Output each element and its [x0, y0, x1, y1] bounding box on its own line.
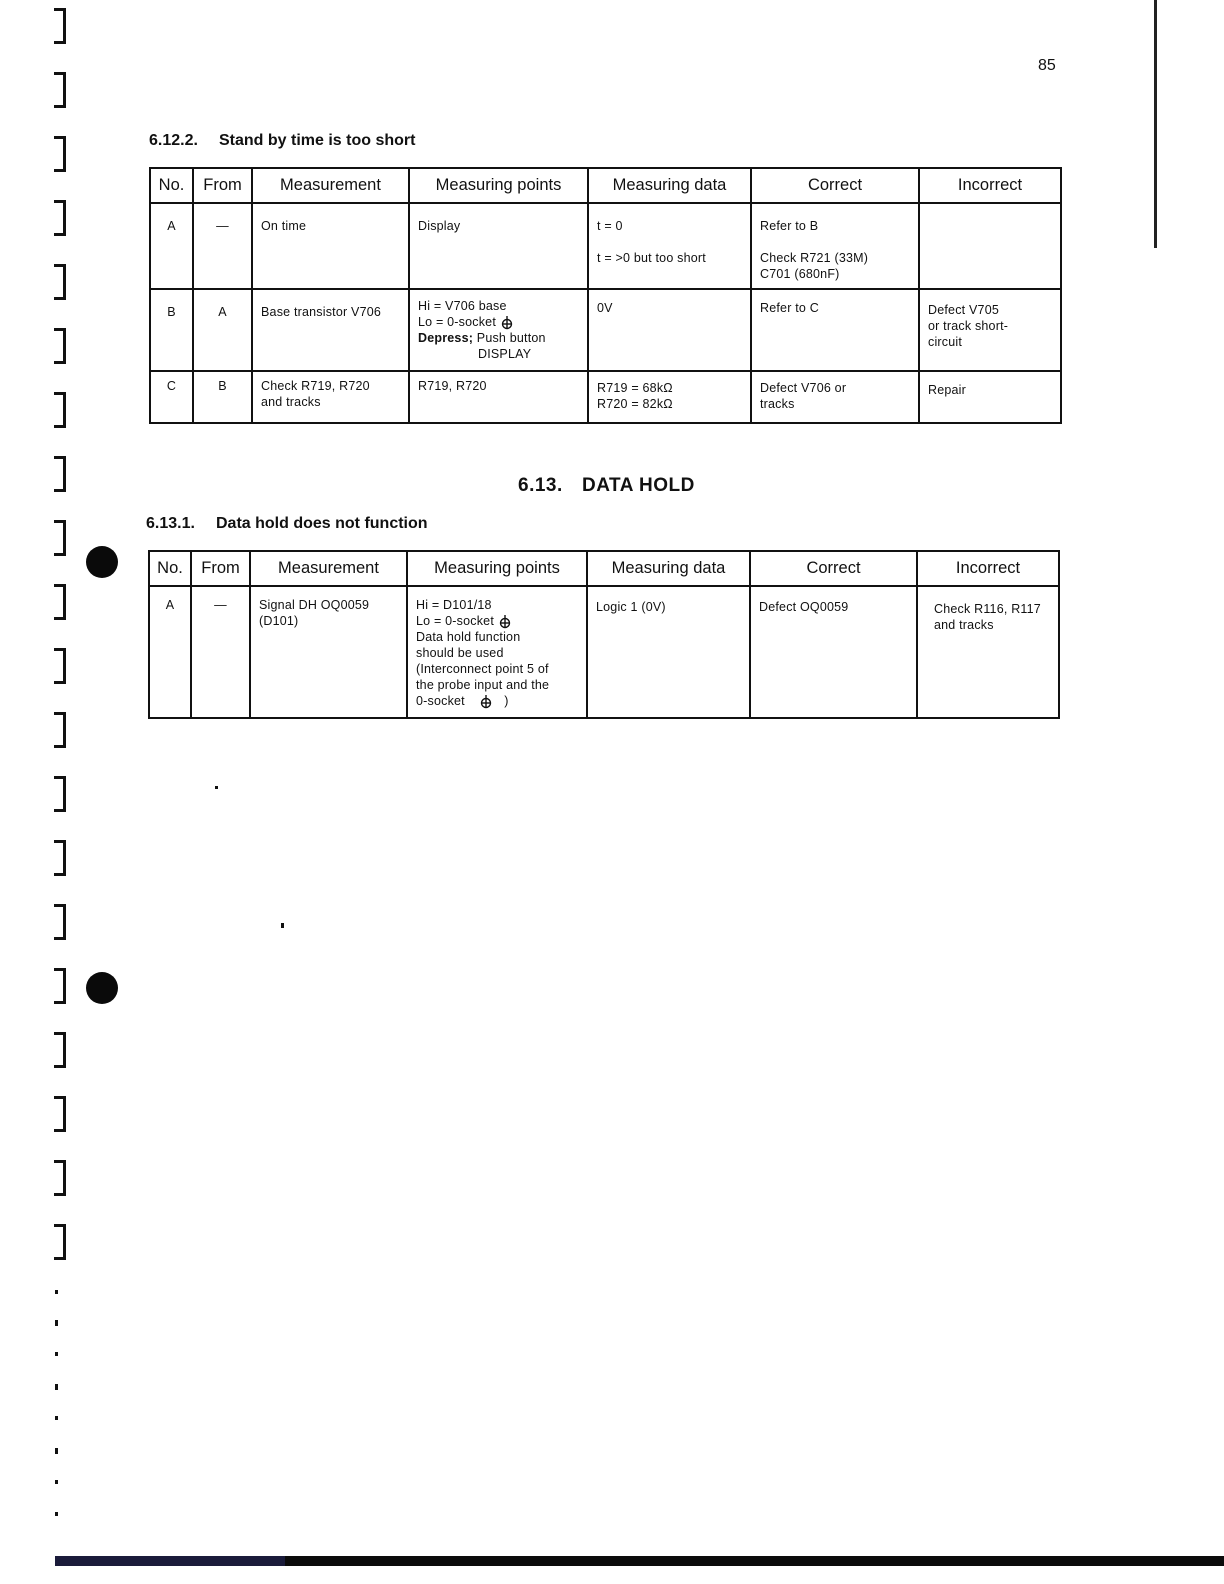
cell-correct: Refer to B Check R721 (33M) C701 (680nF)	[751, 203, 919, 289]
column-header-measuring-points: Measuring points	[409, 168, 588, 203]
points-data-hold-note: Data hold function should be used (Interconnect point 5 of the probe input and the	[416, 630, 550, 692]
binding-dot	[55, 1320, 58, 1326]
cell-from: A	[193, 289, 252, 371]
points-push-button: Push button	[473, 331, 546, 345]
cell-measurement: Base transistor V706	[252, 289, 409, 371]
punch-hole	[86, 972, 118, 1004]
cell-measuring-data: R719 = 68kΩ R720 = 82kΩ	[588, 371, 751, 423]
points-zero-socket-text: 0-socket	[416, 694, 465, 708]
cell-from: —	[191, 586, 250, 718]
cell-correct: Defect V706 or tracks	[751, 371, 919, 423]
binding-dot	[55, 1448, 58, 1454]
points-zero-socket	[416, 693, 578, 709]
binding-mark	[54, 456, 66, 492]
binding-mark	[54, 840, 66, 876]
binding-dot	[55, 1352, 58, 1356]
binding-dot	[55, 1384, 58, 1390]
points-hi: Hi = D101/18	[416, 598, 492, 612]
ground-socket-icon	[479, 695, 493, 709]
points-depress	[418, 330, 579, 346]
binding-mark	[54, 328, 66, 364]
column-header-from: From	[193, 168, 252, 203]
cell-measuring-points	[409, 289, 588, 371]
cell-measurement: Signal DH OQ0059 (D101)	[250, 586, 407, 718]
binding-mark	[54, 136, 66, 172]
cell-from: —	[193, 203, 252, 289]
section-number: 6.13.	[518, 475, 563, 496]
cell-measuring-data: Logic 1 (0V)	[587, 586, 750, 718]
column-header-from: From	[191, 551, 250, 586]
troubleshoot-table-data-hold	[148, 550, 1060, 719]
cell-measuring-data: t = 0 t = >0 but too short	[588, 203, 751, 289]
cell-measuring-data: 0V	[588, 289, 751, 371]
cell-no: C	[150, 371, 193, 423]
binding-dot	[55, 1480, 58, 1484]
speck	[281, 923, 284, 928]
cell-correct: Refer to C	[751, 289, 919, 371]
table-row	[150, 289, 1061, 371]
points-lo	[418, 314, 579, 330]
binding-mark	[54, 392, 66, 428]
cell-measuring-points: Display	[409, 203, 588, 289]
points-lo	[416, 613, 578, 629]
binding-mark	[54, 72, 66, 108]
column-header-no: No.	[150, 168, 193, 203]
binding-mark	[54, 648, 66, 684]
table-header-row	[149, 551, 1059, 586]
punch-hole	[86, 546, 118, 578]
table-row	[150, 203, 1061, 289]
section-number: 6.13.1.	[146, 515, 195, 532]
binding-mark	[54, 904, 66, 940]
column-header-measuring-points: Measuring points	[407, 551, 587, 586]
troubleshoot-table-standby	[149, 167, 1062, 424]
column-header-measurement: Measurement	[250, 551, 407, 586]
cell-incorrect: Repair	[919, 371, 1061, 423]
cell-incorrect	[919, 203, 1061, 289]
table-header-row	[150, 168, 1061, 203]
binding-mark	[54, 200, 66, 236]
cell-measuring-points	[407, 586, 587, 718]
cell-correct: Defect OQ0059	[750, 586, 917, 718]
binding-mark	[54, 8, 66, 44]
section-title: Data hold does not function	[216, 515, 428, 532]
table-row	[149, 586, 1059, 718]
points-depress-label: Depress;	[418, 331, 474, 345]
cell-no: A	[149, 586, 191, 718]
cell-no: B	[150, 289, 193, 371]
binding-mark	[54, 264, 66, 300]
binding-mark	[54, 520, 66, 556]
cell-incorrect: Defect V705 or track short- circuit	[919, 289, 1061, 371]
section-title: DATA HOLD	[582, 475, 695, 496]
speck	[215, 786, 218, 789]
cell-measuring-points: R719, R720	[409, 371, 588, 423]
points-close-paren: )	[504, 694, 509, 708]
cell-measurement: On time	[252, 203, 409, 289]
points-hi: Hi = V706 base	[418, 299, 507, 313]
page-number: 85	[1038, 57, 1056, 74]
column-header-correct: Correct	[750, 551, 917, 586]
bottom-edge-bar	[55, 1556, 1224, 1566]
points-lo-text: Lo = 0-socket	[418, 315, 496, 329]
binding-dot	[55, 1290, 58, 1294]
points-display: DISPLAY	[478, 347, 532, 361]
cell-measurement: Check R719, R720 and tracks	[252, 371, 409, 423]
binding-dot	[55, 1512, 58, 1516]
section-heading-6-12-2	[149, 132, 415, 150]
section-title: Stand by time is too short	[219, 132, 416, 149]
column-header-incorrect: Incorrect	[919, 168, 1061, 203]
column-header-no: No.	[149, 551, 191, 586]
binding-mark	[54, 1096, 66, 1132]
binding-dot	[55, 1416, 58, 1420]
binding-mark	[54, 1160, 66, 1196]
cell-from: B	[193, 371, 252, 423]
section-heading-6-13-1	[146, 515, 428, 533]
column-header-measuring-data: Measuring data	[587, 551, 750, 586]
binding-mark	[54, 776, 66, 812]
binding-mark	[54, 1032, 66, 1068]
column-header-correct: Correct	[751, 168, 919, 203]
binding-mark	[54, 712, 66, 748]
section-number: 6.12.2.	[149, 132, 198, 149]
table-row	[150, 371, 1061, 423]
binding-mark	[54, 584, 66, 620]
section-heading-6-13	[518, 475, 695, 497]
page-edge-rule	[1154, 0, 1157, 248]
cell-incorrect: Check R116, R117 and tracks	[917, 586, 1059, 718]
column-header-measuring-data: Measuring data	[588, 168, 751, 203]
column-header-incorrect: Incorrect	[917, 551, 1059, 586]
binding-mark	[54, 1224, 66, 1260]
cell-no: A	[150, 203, 193, 289]
ground-socket-icon	[498, 615, 512, 629]
ground-socket-icon	[500, 316, 514, 330]
points-lo-text: Lo = 0-socket	[416, 614, 494, 628]
binding-mark	[54, 968, 66, 1004]
column-header-measurement: Measurement	[252, 168, 409, 203]
